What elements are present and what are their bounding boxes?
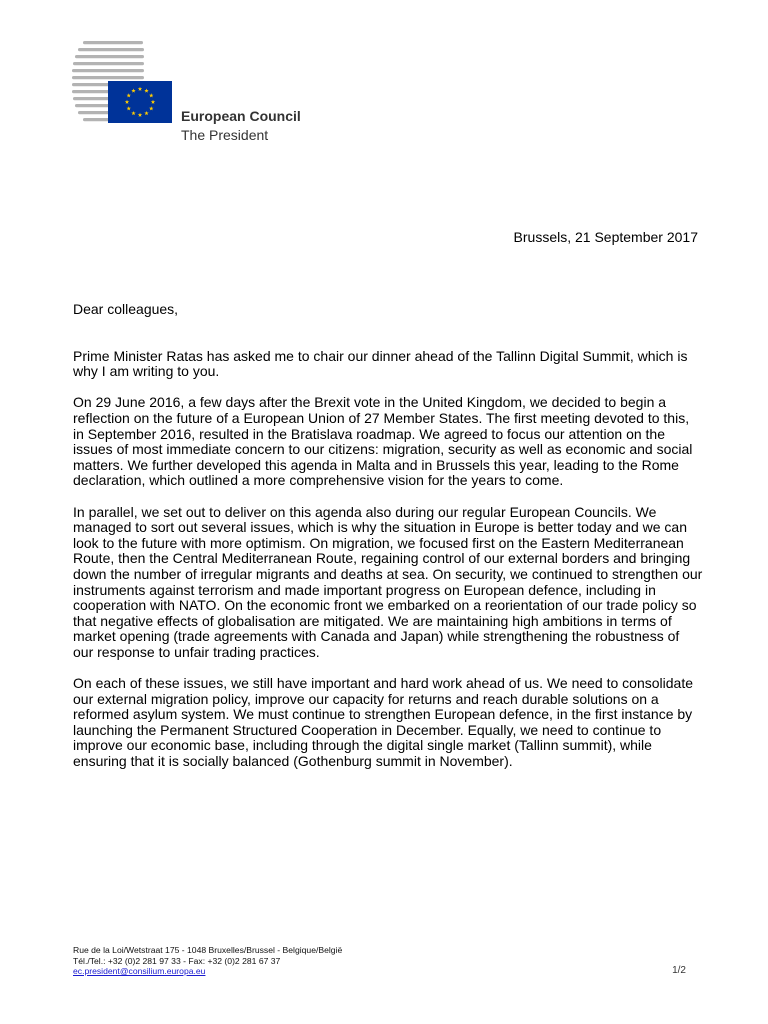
letter-paragraph: Prime Minister Ratas has asked me to chair our dinner ahead of the Tallinn Digital Summit, which is why I am writing to you. bbox=[73, 347, 688, 380]
letter-date: Brussels, 21 September 2017 bbox=[513, 229, 698, 245]
letter-paragraph: In parallel, we set out to deliver on this agenda also during our regular European Councils. We managed to sort out several issues, which is why the situation in Europe is better today and we can look to the future with more optimism. On migration, we focused first on the Eastern Mediterranean Route, then the Central Mediterranean Route, regaining control of our external borders and bringing down the number of irregular migrants and deaths at sea. On security, we continued to strengthen our instruments against terrorism and made important progress on European defence, including in cooperation with NATO. On the economic front we embarked on a reorientation of our trade policy so that negative effects of globalisation are mitigated. We are maintaining high ambitions in terms of market opening (trade agreements with Canada and Japan) while strengthening the robustness of our response to unfair trading practices. bbox=[73, 503, 703, 660]
org-role: The President bbox=[181, 127, 269, 143]
salutation: Dear colleagues, bbox=[73, 301, 179, 317]
letter-paragraph: On 29 June 2016, a few days after the Brexit vote in the United Kingdom, we decided to begin a reflection on the future of a European Union of 27 Member States. The first meeting devoted to this, in September 2016, resulted in the Bratislava roadmap. We agreed to focus our attention on the issues of most immediate concern to our citizens: migration, security as well as economic and social matters. We further developed this agenda in Malta and in Brussels this year, leading to the Rome declaration, which outlined a more comprehensive vision for the years to come. bbox=[73, 394, 693, 489]
footer bbox=[73, 945, 342, 977]
org-block bbox=[181, 107, 301, 145]
footer-address: Rue de la Loi/Wetstraat 175 - 1048 Bruxelles/Brussel - Belgique/België bbox=[73, 945, 343, 955]
footer-phone: Tél./Tel.: +32 (0)2 281 97 33 - Fax: +32 (0)2 281 67 37 bbox=[73, 955, 281, 966]
european-council-logo bbox=[72, 38, 172, 128]
org-name: European Council bbox=[181, 108, 301, 124]
page-number: 1/2 bbox=[672, 965, 686, 976]
letter-body bbox=[73, 302, 703, 785]
footer-email-link[interactable]: ec.president@consilium.europa.eu bbox=[73, 966, 206, 976]
letter-paragraph: On each of these issues, we still have important and hard work ahead of us. We need to consolidate our external migration policy, improve our capacity for returns and reach durable solutions on a reformed asylum system. We must continue to strengthen European defence, in the first instance by launching the Permanent Structured Cooperation in December. Equally, we need to continue to improve our economic base, including through the digital single market (Tallinn summit), while ensuring that it is socially balanced (Gothenburg summit in November). bbox=[73, 675, 693, 770]
